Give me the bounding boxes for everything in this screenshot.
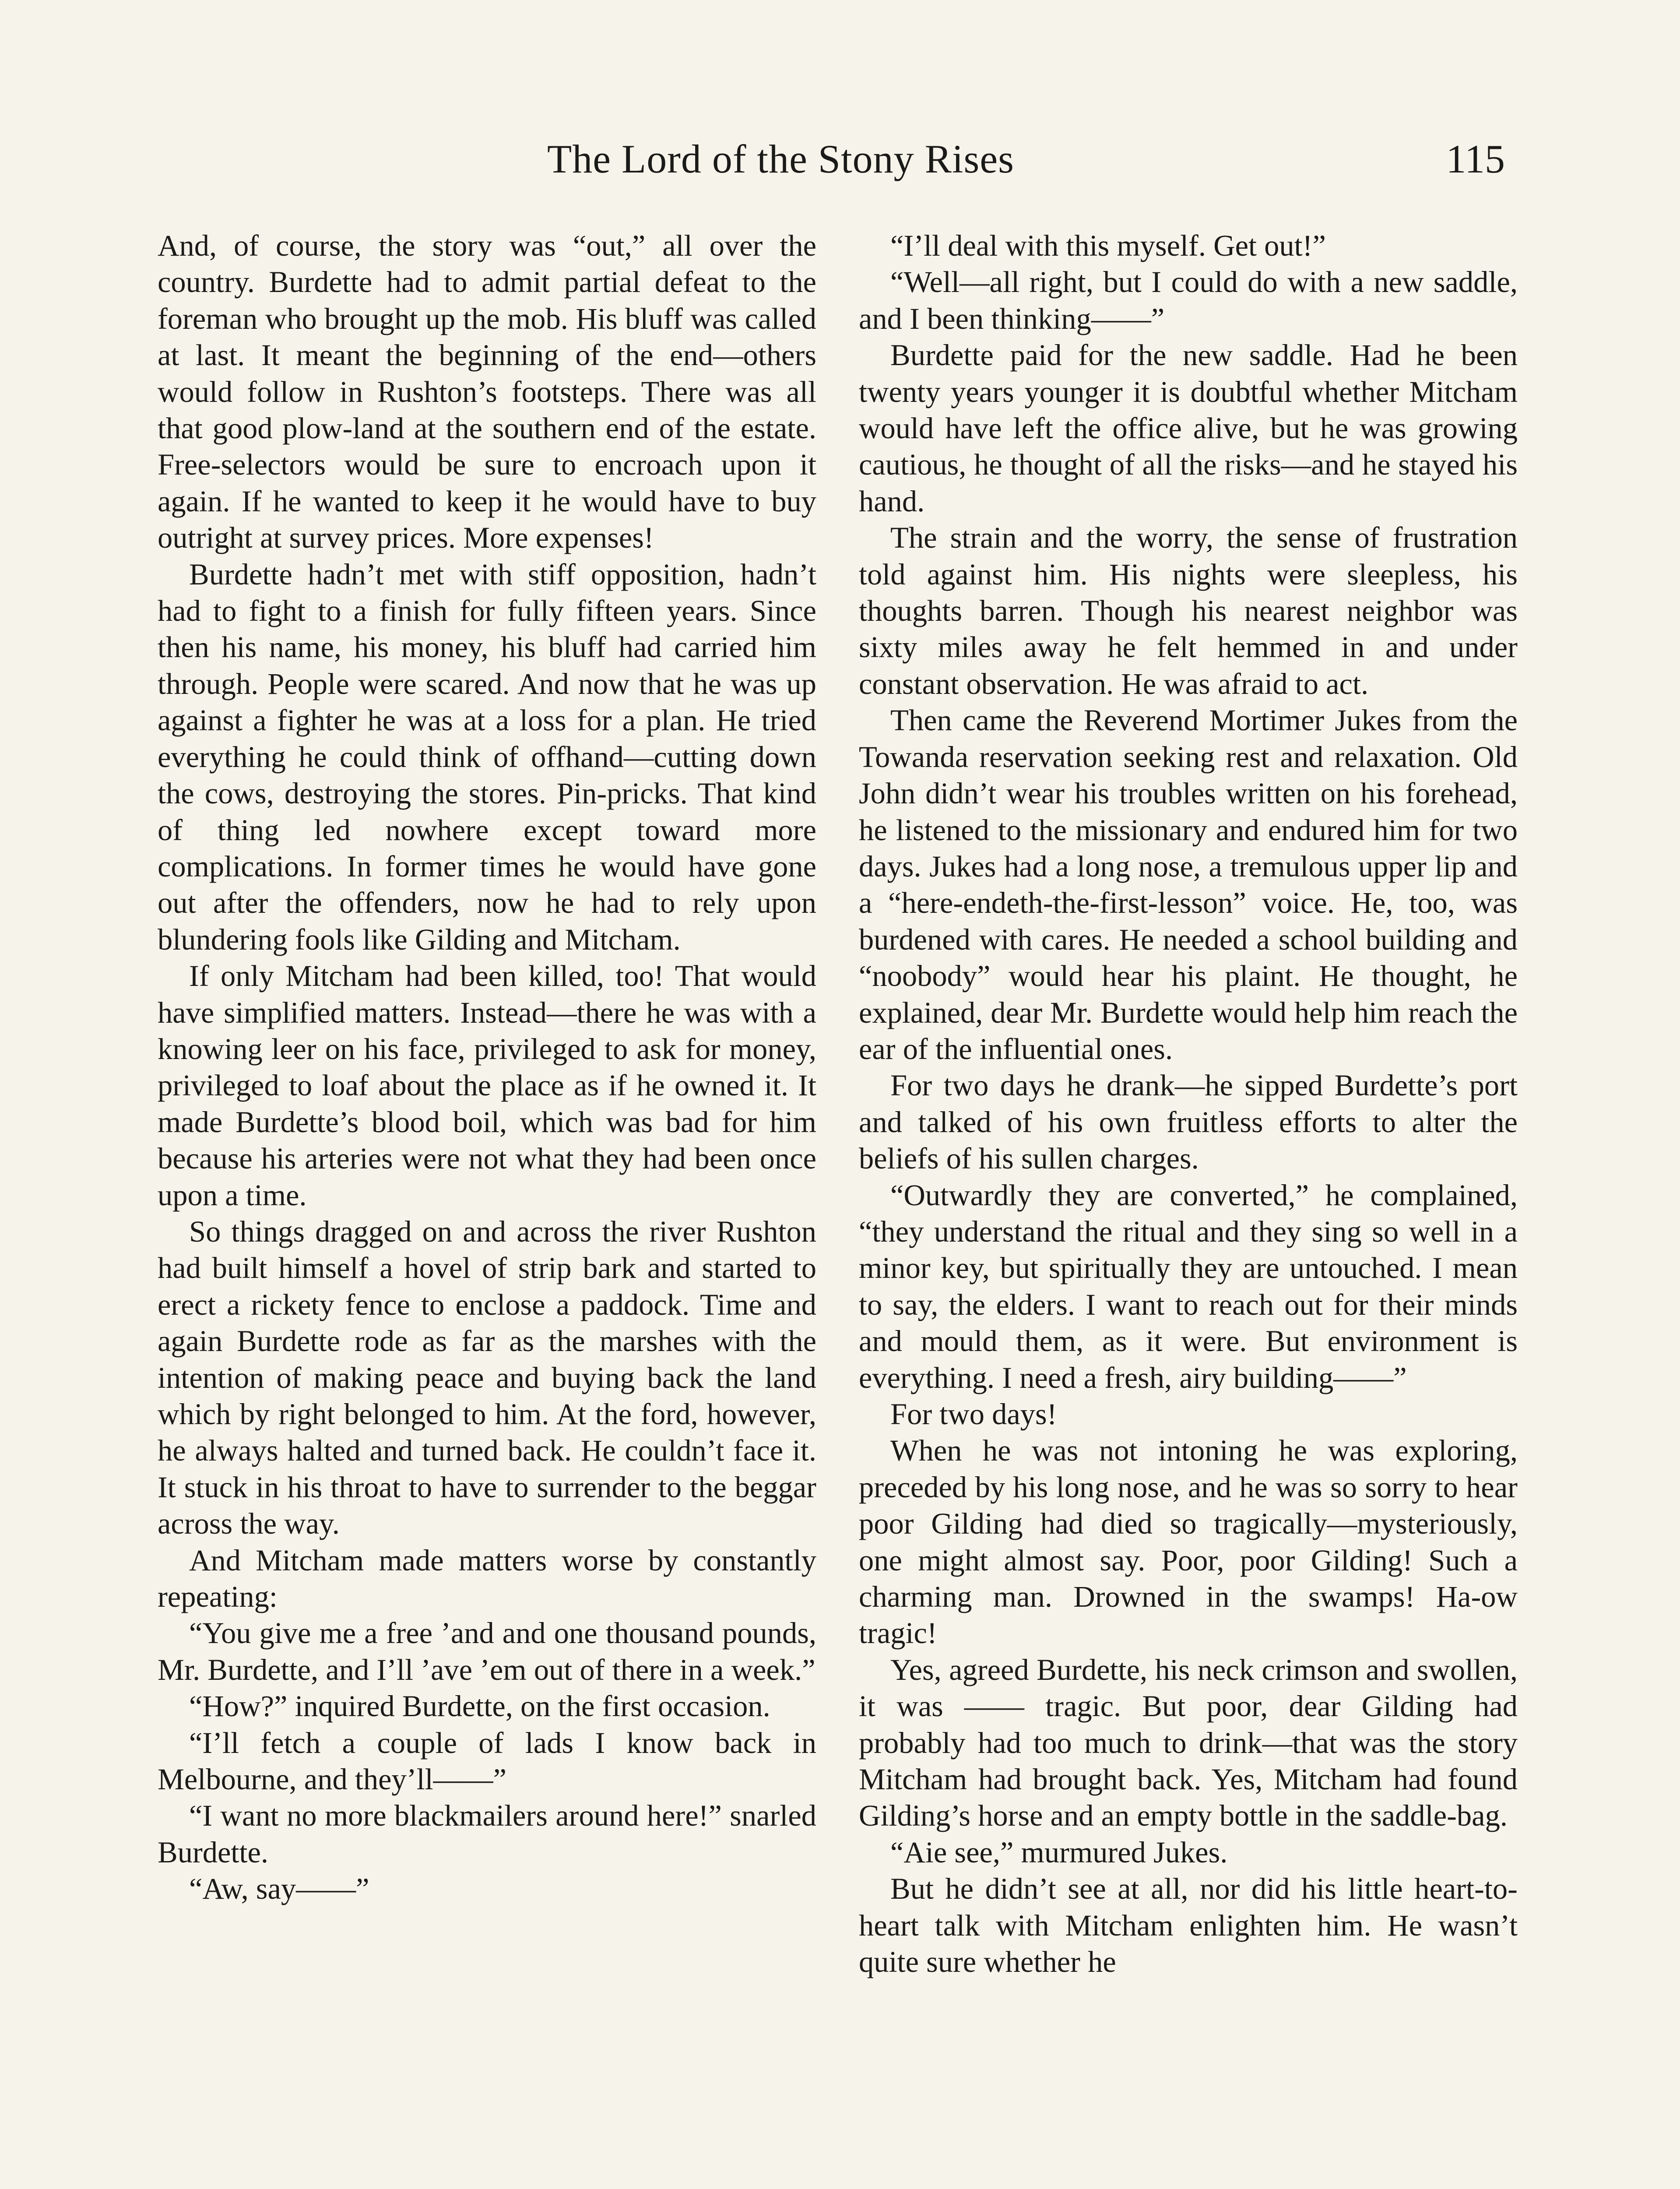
page-header [0, 127, 1680, 201]
paragraph: Burdette paid for the new saddle. Had he been twenty years younger it is doubtful whether Mitcham would have left the office alive, but he was growing cautious, he thought of all the risks—and he stayed his hand. [859, 338, 1518, 518]
paragraph: If only Mitcham had been killed, too! That would have simplified matters. Instead—there he was with a knowing leer on his face, privileged to ask for money, privileged to loaf about the place as if he owned it. It made Burdette’s blood boil, which was bad for him because his arteries were not what they had been once upon a time. [158, 959, 816, 1212]
paragraph: And, of course, the story was “out,” all over the country. Burdette had to admit partial defeat to the foreman who brought up the mob. His bluff was called at last. It meant the beginning of the end—others would follow in Rushton’s footsteps. There was all that good plow-land at the southern end of the estate. Free-selectors would be sure to encroach upon it again. If he wanted to keep it he would have to buy outright at survey prices. More expenses! [158, 229, 816, 555]
left-column [158, 228, 816, 1907]
paragraph: “How?” inquired Burdette, on the first occasion. [189, 1689, 770, 1723]
paragraph: “Aie see,” murmured Jukes. [890, 1835, 1228, 1869]
paragraph: For two days! [890, 1397, 1057, 1431]
paragraph: Burdette hadn’t met with stiff opposition, hadn’t had to fight to a finish for fully fifteen years. Since then his name, his money, his bluff had carried him through. People were scared. And now that he was up against a fighter he was at a loss for a plan. He tried everything he could think of offhand—cutting down the cows, destroying the stores. Pin-pricks. That kind of thing led nowhere except toward more complications. In former times he would have gone out after the offenders, now he had to rely upon blundering fools like Gilding and Mitcham. [158, 557, 816, 956]
paragraph: And Mitcham made matters worse by constantly repeating: [158, 1543, 816, 1614]
paragraph: For two days he drank—he sipped Burdette’s port and talked of his own fruitless efforts to alter the beliefs of his sullen charges. [859, 1069, 1518, 1175]
paragraph: The strain and the worry, the sense of frustration told against him. His nights were sleepless, his thoughts barren. Though his nearest neighbor was sixty miles away he felt hemmed in and under constant observation. He was afraid to act. [859, 521, 1518, 700]
paragraph: “Aw, say——” [189, 1872, 369, 1906]
paragraph: “Outwardly they are converted,” he complained, “they understand the ritual and they sing so well in a minor key, but spiritually they are untouched. I mean to say, the elders. I want to reach out for their minds and mould them, as it were. But environment is everything. I need a fresh, airy building——” [859, 1178, 1518, 1394]
paragraph: When he was not intoning he was exploring, preceded by his long nose, and he was so sorry to hear poor Gilding had died so tragically—mysteriously, one might almost say. Poor, poor Gilding! Such a charming man. Drowned in the swamps! Ha-ow tragic! [859, 1434, 1518, 1650]
paragraph: “I want no more blackmailers around here!” snarled Burdette. [158, 1799, 816, 1869]
paragraph: Then came the Reverend Mortimer Jukes from the Towanda reservation seeking rest and relaxation. Old John didn’t wear his troubles written on his forehead, he listened to the missionary and endured him for two days. Jukes had a long nose, a tremulous upper lip and a “here-endeth-the-first-lesson” voice. He, too, was burdened with cares. He needed a school building and “noobody” would hear his plaint. He thought, he explained, dear Mr. Burdette would help him reach the ear of the influential ones. [859, 704, 1518, 1066]
paragraph: “I’ll fetch a couple of lads I know back in Melbourne, and they’ll——” [158, 1726, 816, 1796]
paragraph: But he didn’t see at all, nor did his little heart-to-heart talk with Mitcham enlighten him. He wasn’t quite sure whether he [859, 1872, 1518, 1979]
page-number: 115 [1446, 137, 1505, 181]
paragraph: “You give me a free ’and and one thousand pounds, Mr. Burdette, and I’ll ’ave ’em out of there in a week.” [158, 1616, 816, 1686]
paragraph: “I’ll deal with this myself. Get out!” [890, 229, 1326, 262]
right-column [859, 228, 1518, 1981]
paragraph: “Well—all right, but I could do with a new saddle, and I been thinking——” [859, 265, 1518, 335]
paragraph: So things dragged on and across the river Rushton had built himself a hovel of strip bark and started to erect a rickety fence to enclose a paddock. Time and again Burdette rode as far as the marshes with the intention of making peace and buying back the land which by right belonged to him. At the ford, however, he always halted and turned back. He couldn’t face it. It stuck in his throat to have to surrender to the beggar across the way. [158, 1214, 816, 1541]
running-title: The Lord of the Stony Rises [547, 137, 1014, 181]
paragraph: Yes, agreed Burdette, his neck crimson and swollen, it was —— tragic. But poor, dear Gilding had probably had too much to drink—that was the story Mitcham had brought back. Yes, Mitcham had found Gilding’s horse and an empty bottle in the saddle-bag. [859, 1653, 1518, 1833]
